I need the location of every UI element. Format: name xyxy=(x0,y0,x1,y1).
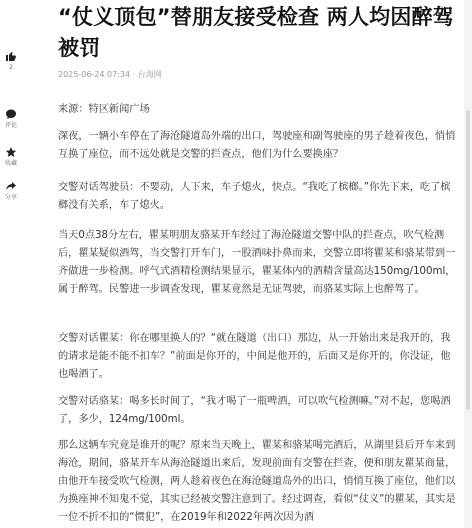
scroll-track[interactable] xyxy=(464,0,472,528)
article-paragraph: 交警对话骆某：喝多长时间了，“我才喝了一瓶啤酒，可以吹气检测嘛。”对不起，您喝酒了，多少，124mg/100ml。 xyxy=(58,396,451,425)
share-label: 分享 xyxy=(4,194,17,201)
comment-button[interactable] xyxy=(0,108,22,129)
article-source: 来源：特区新闻广场 xyxy=(58,104,150,115)
comment-label: 评论 xyxy=(4,122,17,129)
article-paragraph: 交警对话驾驶员：不要动，人下来，车子熄火，快点。“我吃了槟榔。”你先下来，吃了槟榔没有关系，车了熄火。 xyxy=(58,182,451,211)
scrollbar-thumb[interactable] xyxy=(466,110,470,410)
star-icon xyxy=(5,146,17,158)
thumbs-up-icon xyxy=(5,50,17,62)
article-paragraph: 深夜，一辆小车停在了海沧隧道岛外端的出口，驾驶座和副驾驶座的男子趁着夜色，悄悄互换了座位，而不远处就是交警的拦查点，他们为什么要换座？ xyxy=(58,131,456,160)
article-paragraph: 当天0点38分左右，瞿某明朋友骆某开车经过了海沧隧道交警中队的拦查点，吹气检测后，瞿某疑似酒驾，当交警打开车门，一股酒味扑鼻而来，交警立即将瞿某和骆某带到一齐做进一步检测。呼气式酒精检测结果显示，瞿某体内的酒精含量高达150mg/100ml，属于醉驾。民警进一步调查发现，瞿某竟然是无证驾驶，而骆某实际上也醉驾了。 xyxy=(58,230,456,295)
article-meta: 2025-06-24 07:34 · 台海网 xyxy=(58,70,162,79)
comment-icon xyxy=(5,108,17,120)
like-button[interactable] xyxy=(0,50,22,71)
share-button[interactable] xyxy=(0,180,22,201)
like-count: 2 xyxy=(9,64,13,71)
share-icon xyxy=(5,180,17,192)
article-title: “仗义顶包”替朋友接受检查 两人均因醉驾被罚 xyxy=(58,5,454,60)
left-action-bar xyxy=(0,0,22,528)
collect-label: 收藏 xyxy=(4,160,17,167)
collect-button[interactable] xyxy=(0,146,22,167)
article-paragraph: 那么这辆车究竟是谁开的呢？原来当天晚上，瞿某和骆某喝完酒后，从湖里县后开车来到海沧，期间，骆某开车从海沧隧道出来后，发现前面有交警在拦查，便和朋友瞿某商量，由他开车接受吹气检测，两人趁着夜色在海沧隧道岛外的出口，悄悄互换了座位，他们以为换座神不知鬼不觉，其实已经被交警注意到了。经过调查，看似“仗义”的瞿某，其实是一位不折不扣的“惯犯”，在2019年和2022年两次因为酒 xyxy=(58,440,456,523)
article-paragraph: 交警对话瞿某：你在哪里换人的？“就在隧道（出口）那边，从一开始出来是我开的，我的请求是能不能不扣车？”前面是你开的，中间是他开的，后面又是你开的，你没证，他也喝酒了。 xyxy=(58,333,451,380)
